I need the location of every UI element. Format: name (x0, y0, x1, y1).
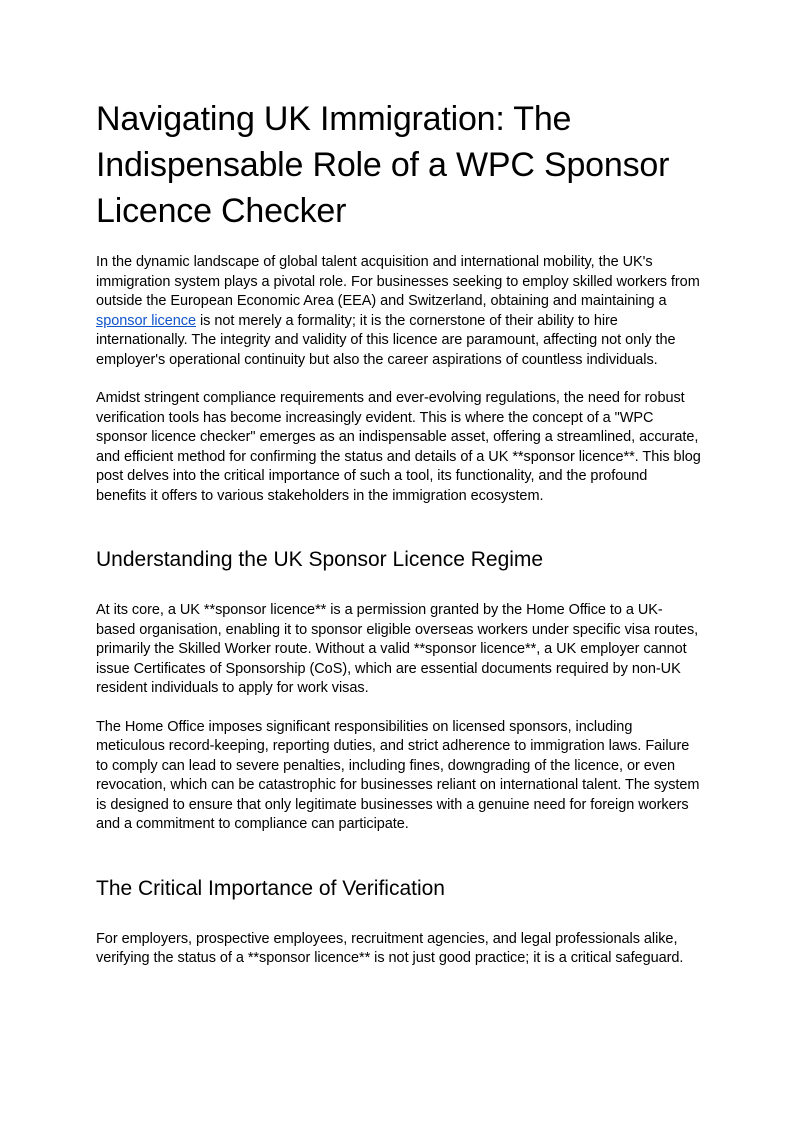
intro-paragraph-2: Amidst stringent compliance requirements and ever-evolving regulations, the need for robust verification tools has become increasingly evident. This is where the concept of a "WPC sponsor licence checker" emerges as an indispensable asset, offering a streamlined, accurate, and efficient method for confirming the status and details of a UK **sponsor licence**. This blog post delves into the critical importance of such a tool, its functionality, and the profound benefits it offers to various stakeholders in the immigration ecosystem. (96, 390, 701, 504)
section-heading-understanding: Understanding the UK Sponsor Licence Regime (96, 548, 544, 571)
section-heading-importance: The Critical Importance of Verification (96, 876, 445, 900)
intro-paragraph-1 (96, 253, 701, 370)
understanding-paragraph-1: At its core, a UK **sponsor licence** is a permission granted by the Home Office to a UK-based organisation, enabling it to sponsor eligible overseas workers under specific visa routes, primarily the Skilled Worker route. Without a valid **sponsor licence**, a UK employer cannot issue Certificates of Sponsorship (CoS), which are essential documents required by non-UK resident individuals to apply for work visas. (96, 602, 699, 696)
document-page (96, 96, 701, 969)
importance-paragraph-1: For employers, prospective employees, recruitment agencies, and legal professionals alike, verifying the status of a **sponsor licence** is not just good practice; it is a critical safeguard. (96, 930, 684, 966)
page-title: Navigating UK Immigration: The Indispensable Role of a WPC Sponsor Licence Checker (96, 100, 670, 230)
intro-paragraph-1-text-start: In the dynamic landscape of global talent acquisition and international mobility, the UK's immigration system plays a pivotal role. For businesses seeking to employ skilled workers from outside the European Economic Area (EEA) and Switzerland, obtaining and maintaining a (96, 254, 700, 309)
sponsor-licence-link[interactable]: sponsor licence (96, 312, 196, 329)
understanding-paragraph-2: The Home Office imposes significant responsibilities on licensed sponsors, including meticulous record-keeping, reporting duties, and strict adherence to immigration laws. Failure to comply can lead to severe penalties, including fines, downgrading of the licence, or even revocation, which can be catastrophic for businesses reliant on international talent. The system is designed to ensure that only legitimate businesses with a genuine need for foreign workers and a commitment to compliance can participate. (96, 718, 700, 832)
intro-paragraph-1-text-end: is not merely a formality; it is the cornerstone of their ability to hire internationally. The integrity and validity of this licence are paramount, affecting not only the employer's operational continuity but also the career aspirations of countless individuals. (96, 312, 676, 368)
